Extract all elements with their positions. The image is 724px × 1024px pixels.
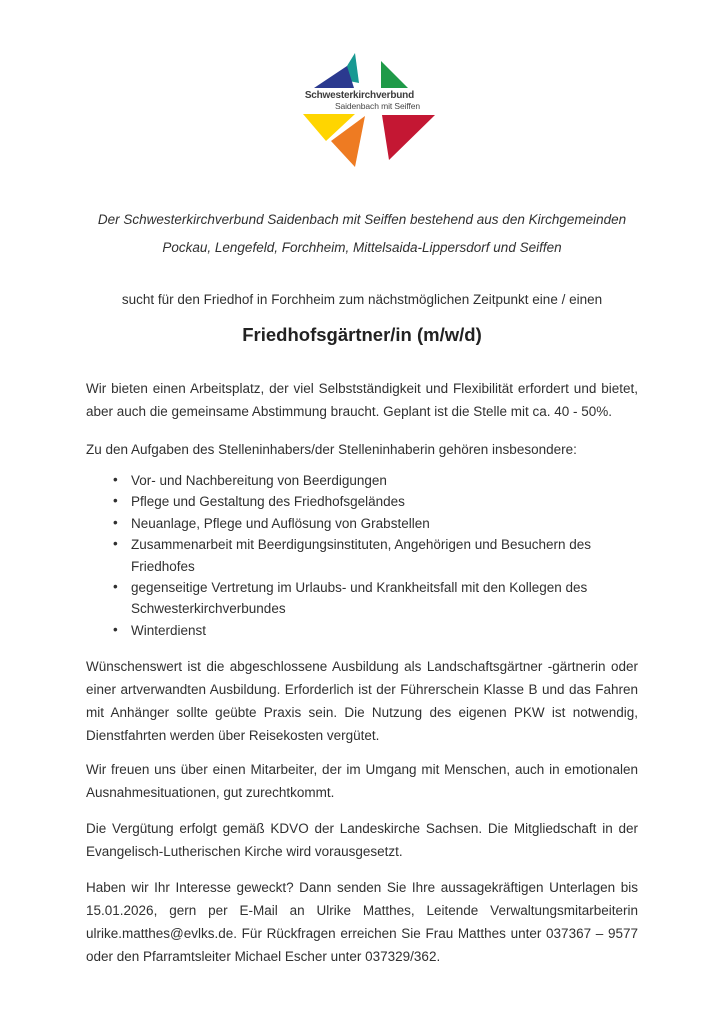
logo-triangle-navy-icon [314,66,354,88]
association-intro-text: Der Schwesterkirchverbund Saidenbach mit Seiffen bestehend aus den Kirchgemeinden Pockau, Lengefeld, Forchheim, Mittelsaida-Lippersdorf und Seiffen [97,212,627,255]
paragraph-qualifications: Wünschenswert ist die abgeschlossene Ausbildung als Landschaftsgärtner -gärtnerin oder einer artverwandten Ausbildung. Erforderlich ist der Führerschein Klasse B und das Fahren mit Anhänger sollte geübte Praxis sein. Die Nutzung des eigenen PKW ist notwendig, Dienstfahrten werden über Reisekosten vergütet. [86,659,638,744]
paragraph-personality: Wir freuen uns über einen Mitarbeiter, der im Umgang mit Menschen, auch in emotionalen Ausnahmesituationen, gut zurechtkommt. [86,762,638,801]
paragraph-compensation: Die Vergütung erfolgt gemäß KDVO der Landeskirche Sachsen. Die Mitgliedschaft in der Evangelisch-Lutherischen Kirche wird vorausgesetzt. [86,821,638,860]
logo-subtitle: Saidenbach mit Seiffen [334,101,420,111]
task-item-text: gegenseitige Vertretung im Urlaubs- und Krankheitsfall mit den Kollegen des Schwesterkirchverbundes [131,580,588,617]
bullet-icon: • [113,472,118,487]
bullet-icon: • [113,514,118,530]
pinwheel-cross-logo-icon [302,50,444,178]
task-item-text: Pflege und Gestaltung des Friedhofsgeländes [131,494,405,510]
task-item-text: Winterdienst [131,622,207,638]
bullet-icon: • [113,579,118,595]
list-item [86,513,638,534]
task-item-text: Vor- und Nachbereitung von Beerdigungen [131,473,387,488]
list-item [86,470,638,491]
logo-title: Schwesterkirchverbund [304,90,414,101]
tasks-heading: Zu den Aufgaben des Stelleninhabers/der Stelleninhaberin gehören insbesondere: [86,442,577,457]
task-list [86,470,638,641]
list-item [86,620,638,641]
bullet-icon: • [113,493,118,509]
logo-triangle-red-icon [382,115,435,160]
bullet-icon: • [113,621,118,637]
task-item-text: Zusammenarbeit mit Beerdigungsinstituten, Angehörigen und Besuchern des Friedhofes [131,537,592,574]
list-item [86,491,638,512]
bullet-icon: • [113,536,118,552]
job-title-heading: Friedhofsgärtner/in (m/w/d) [242,324,482,345]
document-body [0,206,724,968]
task-item-text: Neuanlage, Pflege und Auflösung von Grabstellen [131,515,430,531]
vacancy-lead-line: sucht für den Friedhof in Forchheim zum nächstmöglichen Zeitpunkt eine / einen [121,292,603,307]
paragraph-offer: Wir bieten einen Arbeitsplatz, der viel Selbstständigkeit und Flexibilität erfordert und bietet, aber auch die gemeinsame Abstimmung braucht. Geplant ist die Stelle mit ca. 40 - 50%. [86,381,638,419]
logo-triangle-green-icon [381,61,408,88]
paragraph-application: Haben wir Ihr Interesse geweckt? Dann senden Sie Ihre aussagekräftigen Unterlagen bis 15.01.2026, gern per E-Mail an Ulrike Matthes, Leitende Verwaltungsmitarbeiterin ulrike.matthes@evlks.de. Für Rückfragen erreichen Sie Frau Matthes unter 037367 – 9577 oder den Pfarramtsleiter Michael Escher unter 037329/362. [86,880,638,965]
church-association-logo [302,50,444,178]
list-item [86,577,638,620]
list-item [86,534,638,577]
